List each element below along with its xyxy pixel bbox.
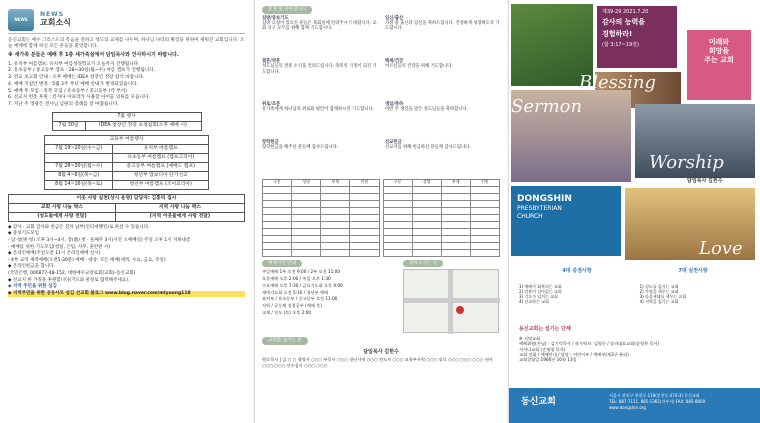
col-header: 부제 xyxy=(441,179,470,186)
news-panel xyxy=(0,0,253,423)
prayer-title: 백세/건강 xyxy=(385,58,404,64)
focus-captions xyxy=(519,268,751,274)
church-logo xyxy=(511,186,621,256)
schedule-item: 사역 / 공동체 성경공부 (예배 후) xyxy=(262,303,322,309)
left-list xyxy=(519,284,630,304)
attendance-table-right xyxy=(383,179,501,257)
prayer-text: 선교지를 위해 헌금하신 분들께 감사드립니다. xyxy=(385,145,471,151)
attendance-tables xyxy=(262,179,500,257)
prayer-title: 위로/조문 xyxy=(262,102,281,108)
church-address xyxy=(609,393,705,411)
prayer-item xyxy=(262,140,377,176)
camp-table-title: 교육부 여름행사 xyxy=(45,135,209,144)
script-blessing: Blessing xyxy=(579,72,656,93)
welcome-text: ※ 새가족 분들은 예배 후 1층 새가족실에서 담임목사와 인사하시기 바랍니다. xyxy=(8,52,179,59)
theme-banner xyxy=(597,6,677,68)
serve-heading: 동신교회는 섬기는 단체 xyxy=(519,326,571,332)
address-line: 서울시 관악구 봉천로 119(봉천동 474-3) 동신교회 xyxy=(609,393,700,398)
bullet-item: ◆ 온라인헌금을 합니다. xyxy=(8,264,55,270)
list-item: 2) 가정을 세우는 교회 xyxy=(639,289,679,294)
bullet-item: - 예배를 위한 기도모임(청팀, 은팀, 사무, 훈련관 사) xyxy=(8,244,111,250)
prayer-title: 심방/중보기도 xyxy=(262,15,289,21)
prayer-text: 유가족에게 하나님의 위로와 평안이 함께하시길 기도합니다. xyxy=(262,107,374,113)
camp-date: 7월 19~20일(수~금) xyxy=(45,144,113,153)
table-row xyxy=(45,180,209,189)
prayer-text: 어르신들의 건강을 위해 기도합니다. xyxy=(385,64,453,70)
news-badge: NEWS xyxy=(8,9,34,31)
camp-date: 8월 14~16일(목~토) xyxy=(45,180,113,189)
bullet-item: ◆ 중보기도모임 xyxy=(8,231,39,237)
address-line: TEL: 887-7111, 885-1361(각부서) FAX: 885-8600 xyxy=(609,399,706,404)
notice-item: 3. 전교 보고회 안내 : 오후 예배는 IDEA 청장년 정장 참석 바랍니다. xyxy=(8,75,145,81)
prayer-text: 이번 주 생일을 맞은 성도님들을 축하합니다. xyxy=(385,107,468,113)
prayer-item xyxy=(385,102,500,138)
prayer-title: 선교헌금 xyxy=(385,139,402,145)
logo-mid: PRESBYTERIAN xyxy=(517,205,562,213)
share-left-sub: (성도들에게 사랑 전달) xyxy=(9,212,116,221)
list-item: 1) 예배가 회복되는 교회 xyxy=(519,284,562,289)
directions xyxy=(403,260,499,334)
col-header: 구분 xyxy=(263,179,292,186)
bullet-item: (국민은행, 000877-48-152, 대한예수교장로회(교회)-동신교회) xyxy=(8,271,136,277)
caption-left: 4대 중점사항 xyxy=(562,268,592,274)
prayer-item xyxy=(262,59,377,100)
bullet-list xyxy=(8,225,245,297)
logo-bot: CHURCH xyxy=(517,212,543,220)
news-title: 교회소식 xyxy=(40,18,71,28)
prayer-title: 장학헌금 xyxy=(262,139,279,145)
bullet-item: ◆ 지역 주민을 위한 섬김 xyxy=(8,284,57,290)
list-item: 4) 지역을 섬기는 교회 xyxy=(639,299,679,304)
bullet-item: ◆ 감사 · 교회 감사와 헌금은 전자 납부(인터넷뱅킹)로 하실 수 있습니다. xyxy=(8,224,150,230)
col-header: 성명 xyxy=(412,179,441,186)
news-label: NEWS xyxy=(40,10,65,18)
list-item: 4) 선교하는 교회 xyxy=(519,299,549,304)
col-header: 구분 xyxy=(383,179,412,186)
list-item: 1) 성도를 섬기는 교회 xyxy=(639,284,679,289)
camp-date: 7월 28~30일(월~수) xyxy=(45,162,113,171)
section-tag: 교회를 섬기는 분 xyxy=(262,337,308,345)
schedule-item: 유치부 / 유초등부 / 중고등부 오전 11:00 xyxy=(262,296,338,302)
prayer-text: 가정 중 출산과 임신을 축하드립니다. 건강하게 성장하도록 기도합시다. xyxy=(385,21,500,32)
prayer-text: 성도님들의 결혼 소식을 알려드립니다. 축복의 가정이 되길 기도합니다. xyxy=(262,64,377,75)
share-right-sub: (지역 이웃들에게 사랑 전달) xyxy=(115,212,244,221)
notice-item: 6. 선교지 헌옷 후원 : 킨샤다 아프리카 사용할 아이들 의류를 모읍니다. xyxy=(8,95,150,101)
share-left: 교회 사랑 나눔 박스 xyxy=(9,203,116,212)
table-header xyxy=(383,179,500,186)
share-title: 이웃 사랑 실천(상시 운영) 담당자: 김홍덕 집사 xyxy=(9,194,245,203)
bullet-item: ◆ 온라인예배(주일오전 11시 온라인예배 실시) xyxy=(8,251,101,257)
notice-item: 5. 예배 후 모임 : 축복 모임 / 유초등부 / 중고등부 (각 부서) xyxy=(8,88,127,94)
map-road xyxy=(448,270,453,334)
camp-name: 청년부 캄보디아 단기선교 xyxy=(113,171,209,180)
theme-reference: (합 3:17~19절) xyxy=(602,41,639,48)
camp-date xyxy=(45,153,113,162)
caption-right: 7대 실천사항 xyxy=(678,268,708,274)
church-staff xyxy=(262,337,500,367)
camp-name: 유초등부 여름캠프 (캠프고리아) xyxy=(113,153,209,162)
church-name: 동신교회 xyxy=(521,397,556,407)
contact-line: 서서나교회 (손재영 목사) xyxy=(519,346,566,352)
bullet-item: - 남·청(男·청) 오후 3시~4시, 장(週) 첫 · 둘째주 3시(시간 소예배실) 주일 오후 1시 지하대층 xyxy=(8,237,191,243)
camp-date: 8월 4~6일(목~금) xyxy=(45,171,113,180)
camp-name: 중고등부 여름캠프 (예배드 캠프) xyxy=(113,162,209,171)
duty-title: 담임목사 김헌수 xyxy=(363,349,399,356)
theme-line2: 경험하라! xyxy=(602,30,633,38)
prayer-text: 심방 요청이 있으신 분들은 목회실에 알려주시기 바랍니다. 교회 식구 모두를 위해 함께 기도합시다. xyxy=(262,21,377,32)
schedule-item: 새벽기도회 오전 5:30 / 청년부 예배 xyxy=(262,289,329,295)
bullet-item: ◆ 선교지 한 가정을 후원합니다(기도와 물질로 협력해주세요). xyxy=(8,277,130,283)
blog-line[interactable]: ◆ 지역주민을 위한 공동사모 섬김 선교회 블로그 www.blog.naver.com/mlyoung118 xyxy=(8,291,245,297)
contacts xyxy=(519,336,751,362)
schedule-item: 교제 / 전도 (토) 오후 2:00 xyxy=(262,309,312,315)
prayer-title: 임신/출산 xyxy=(385,15,404,21)
church-footer xyxy=(509,388,760,423)
duty-text: 원로목사 | 김 ○ ○ 행정사 ○○○ 부목사 ○○○ 청년사역 ○○○ 전도사 ○○○ 교육부사역 ○○○ 장로 ○○○ ○○○ ○○○ 권사 ○○○ ○○○ 안수집사 ○○○ ○○○ xyxy=(262,357,493,368)
bullet-item: - 4부 교역 새벽예배(오전5:30분) 예배 · 대상: 모든 예배(새벽, 수요, 금요, 주일) xyxy=(8,257,166,263)
col-header: 성명 xyxy=(292,179,321,186)
prayer-title: 생일/축하 xyxy=(385,102,404,108)
table-row xyxy=(45,144,209,153)
table-row xyxy=(45,162,209,171)
prayer-item xyxy=(262,16,377,57)
col-header: 부제 xyxy=(321,179,350,186)
col-header: 인원 xyxy=(470,179,499,186)
contact-line: ※ 지역교회 xyxy=(519,336,541,341)
july-table-title: 7월 행사 xyxy=(52,112,201,121)
schedule-item: 주일예배 1부 오전 9:00 / 2부 오전 11:00 xyxy=(262,269,340,275)
prayer-item xyxy=(385,59,500,100)
share-box xyxy=(8,194,245,222)
slogan-line: 미래와 xyxy=(708,38,730,46)
bulletin-number: 제39-29 2021.7.20 xyxy=(602,9,649,15)
list-item: 3) 다음세대를 세우는 교회 xyxy=(639,294,687,299)
section-tag: 찾아오시는 길 xyxy=(403,260,443,268)
script-love: Love xyxy=(699,238,743,259)
section-tag: 환영 및 축하합니다 xyxy=(262,6,312,14)
camp-name: 청년부 여름캠프 (조이교리아) xyxy=(113,180,209,189)
camp-table xyxy=(44,135,209,190)
table-row xyxy=(45,153,209,162)
prayer-item xyxy=(385,140,500,176)
focus-lists xyxy=(519,284,751,304)
list-item: 2) 말씀이 살아있는 교회 xyxy=(519,289,562,294)
table-header xyxy=(263,179,380,186)
slogan-line: 희망을 xyxy=(708,46,730,55)
notice-item: 1. 유치부 여름캠프: 유치부 여름성경학교가 오늘까지 진행됩니다. xyxy=(8,61,140,67)
logo-top: DONGSHIN xyxy=(517,194,572,204)
script-worship: Worship xyxy=(649,152,724,173)
prayer-text: 장학헌금을 해주신 분들께 감사드립니다. xyxy=(262,145,339,151)
pastor-name: 담임목사 김헌수 xyxy=(687,178,723,184)
service-schedule xyxy=(262,260,397,334)
schedule-item: 수요예배 오후 7:30 / 금요기도회 오후 9:00 xyxy=(262,282,343,288)
location-pin-icon xyxy=(456,306,464,314)
intro-text: 동신교회는 예수 그리스도의 복음을 전하고 성도의 교제를 나누며, 하나님 나라의 확장을 위하여 세워진 교회입니다. 오늘 예배에 함께 하신 모든 분들을 환영합니다. xyxy=(8,38,245,49)
list-item: 3) 기도가 넘치는 교회 xyxy=(519,294,558,299)
contact-line: 예배위원(손님) : 김기덕목사 / 작사역자: 김영순 / 송파대표교회(송영찬 목사) xyxy=(519,341,660,347)
camp-name: 유치부 여름캠프 xyxy=(113,144,209,153)
schedule-and-map xyxy=(262,260,500,334)
right-list xyxy=(640,284,751,304)
theme-line1: 감사의 능력을 xyxy=(602,18,646,27)
info-panel xyxy=(254,0,507,423)
july-event-table xyxy=(52,112,202,131)
table-row xyxy=(45,171,209,180)
location-map xyxy=(403,269,499,333)
cover-panel xyxy=(508,0,760,423)
contact-line: 교회창립일 1966년 10월 13일 xyxy=(519,357,577,362)
attendance-table-left xyxy=(262,179,380,257)
july-date: 7월 30일 xyxy=(52,121,85,130)
notice-item: 7. 지난 주 영광은 전사님 남편의 장례를 잘 마쳤습니다. xyxy=(8,102,119,108)
prayer-item xyxy=(385,16,500,57)
prayer-item xyxy=(262,102,377,138)
script-sermon: Sermon xyxy=(511,96,583,117)
news-header xyxy=(8,6,245,34)
prayer-title: 결혼/약혼 xyxy=(262,58,281,64)
schedule-item: 오후예배 오후 2:00 / 주일 오후 1:30 xyxy=(262,276,331,282)
prayer-grid xyxy=(262,16,500,176)
notice-item: 4. 예배 지침안 변경 : 5월 2주 부터 예배 안내가 변경되었습니다. xyxy=(8,81,138,87)
col-header: 인원 xyxy=(350,179,379,186)
notice-list xyxy=(8,62,245,108)
notice-item: 2. 유초등부 / 중고등부 캠프 : 28~30일(월~수) 여름 캠프가 진행됩니다. xyxy=(8,68,156,74)
section-tag: 예배시간 안내 xyxy=(262,260,302,268)
july-desc: IDEA 청장년 정장 초청집회(오후 예배 시) xyxy=(85,121,201,130)
slogan-box xyxy=(687,30,751,100)
website-link[interactable]: www.dongshin.org xyxy=(609,405,646,410)
slogan-line: 주는 교회 xyxy=(704,55,734,64)
contact-line: 교회 전화 / 예배안내 / 담당 : 어린이부 / 예배부(제3구 분리) xyxy=(519,351,629,357)
share-right: 지역 사랑 나눔 박스 xyxy=(115,203,244,212)
